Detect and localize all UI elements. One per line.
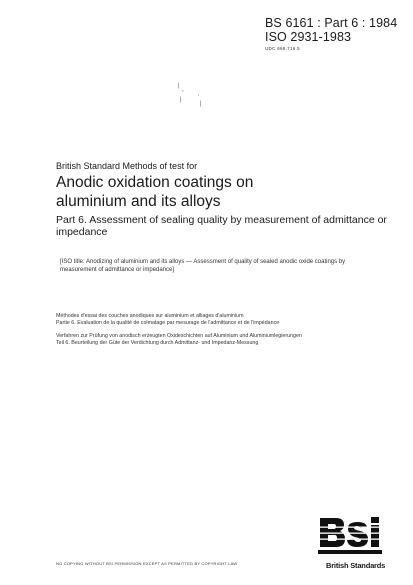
document-title-line-1: Anodic oxidation coatings on [56,174,254,191]
part-title: Part 6. Assessment of sealing quality by measurement of admittance or impedance [56,214,387,238]
iso-number: ISO 2931-1983 [265,30,352,44]
german-title-line-1: Verfahren zur Prüfung von anodisch erzeugten Oxideschichten auf Aluminium und Aluminiumlegierungen [56,332,302,339]
standard-designation [265,16,397,52]
standard-number: BS 6161 : Part 6 : 1984 [265,16,398,30]
german-title-line-2: Teil 6. Beurteilung der Güte der Verdichtung durch Admittanz- und Impedanz-Messung [56,340,259,347]
alternative-language-titles [56,313,401,353]
main-title-block [56,161,396,238]
scan-marks: | ¸ | ' | [178,83,202,107]
bsi-logo-caption: British Standards [326,561,386,570]
document-title-line-2: aluminium and its alloys [56,193,221,210]
french-title [56,313,401,328]
iso-title: [ISO title: Anodizing of aluminium and its alloys — Assessment of quality of sealed anodic oxide coatings by measurement of admittance or impedance] [60,259,346,273]
bsi-logo [318,510,392,570]
bsi-logo-mark [318,510,392,560]
series-title: British Standard Methods of test for [56,161,198,171]
copyright-notice: NO COPYING WITHOUT BSI PERMISSION EXCEPT AS PERMITTED BY COPYRIGHT LAW [56,561,238,566]
reference-code: UDC 669.716.5 [265,46,300,51]
german-title [56,333,401,348]
french-title-line-1: Méthodes d'essai des couches anodiques sur aluminium et alliages d'aluminium [56,313,244,319]
french-title-line-2: Partie 6. Evaluation de la qualité de colmatage par mesurage de l'admittance et de l'impédance [56,320,280,327]
